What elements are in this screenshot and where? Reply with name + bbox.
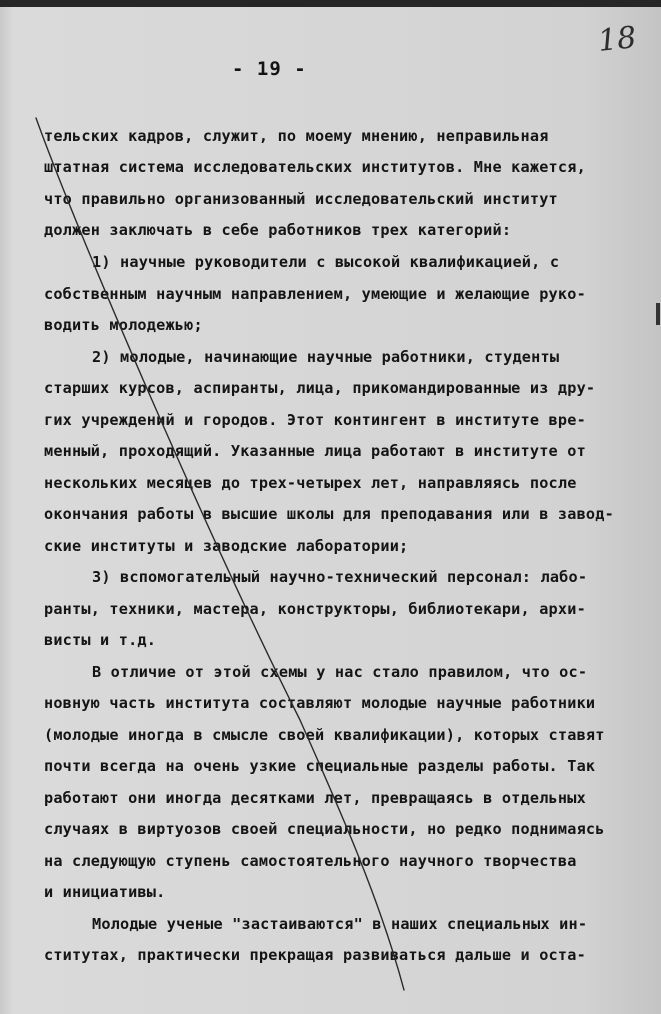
- text-line: окончания работы в высшие школы для преподавания или в завод-: [44, 505, 614, 523]
- text-line: тельских кадров, служит, по моему мнению, неправильная: [44, 127, 549, 145]
- text-line: старших курсов, аспиранты, лица, прикомандированные из дру-: [44, 379, 596, 397]
- text-line: висты и т.д.: [44, 631, 157, 649]
- text-line: В отличие от этой схемы у нас стало правилом, что ос-: [92, 663, 588, 681]
- text-line: гих учреждений и городов. Этот контингент в институте вре-: [44, 411, 586, 429]
- text-line: ские институты и заводские лаборатории;: [44, 537, 409, 555]
- text-line: ранты, техники, мастера, конструкторы, библиотекари, архи-: [44, 600, 586, 618]
- text-line: должен заключать в себе работников трех категорий:: [44, 221, 512, 239]
- text-line: ститутах, практически прекращая развиваться дальше и оста-: [44, 946, 586, 964]
- text-line: собственным научным направлением, умеющие и желающие руко-: [44, 285, 586, 303]
- text-line: штатная система исследовательских институтов. Мне кажется,: [44, 158, 586, 176]
- handwritten-folio-number: 18: [596, 20, 638, 59]
- text-line: что правильно организованный исследовательский институт: [44, 190, 558, 208]
- page-number: - 19 -: [232, 58, 307, 80]
- text-line: водить молодежью;: [44, 316, 203, 334]
- text-line: случаях в виртуозов своей специальности, но редко поднимаясь: [44, 820, 605, 838]
- scan-edge-mark: [656, 303, 660, 325]
- text-line: 2) молодые, начинающие научные работники, студенты: [92, 348, 560, 366]
- text-line: и инициативы.: [44, 883, 166, 901]
- text-line: нескольких месяцев до трех-четырех лет, направляясь после: [44, 474, 577, 492]
- text-line: почти всегда на очень узкие специальные разделы работы. Так: [44, 757, 596, 775]
- text-line: (молодые иногда в смысле своей квалификации), которых ставят: [44, 726, 605, 744]
- text-line: работают они иногда десятками лет, превращаясь в отдельных: [44, 789, 586, 807]
- text-line: на следующую ступень самостоятельного научного творчества: [44, 852, 577, 870]
- text-line: Молодые ученые "застаиваются" в наших специальных ин-: [92, 915, 588, 933]
- text-line: менный, проходящий. Указанные лица работают в институте от: [44, 442, 586, 460]
- text-line: 1) научные руководители с высокой квалификацией, с: [92, 253, 560, 271]
- text-line: новную часть института составляют молодые научные работники: [44, 694, 596, 712]
- text-line: 3) вспомогательный научно-технический персонал: лабо-: [92, 568, 588, 586]
